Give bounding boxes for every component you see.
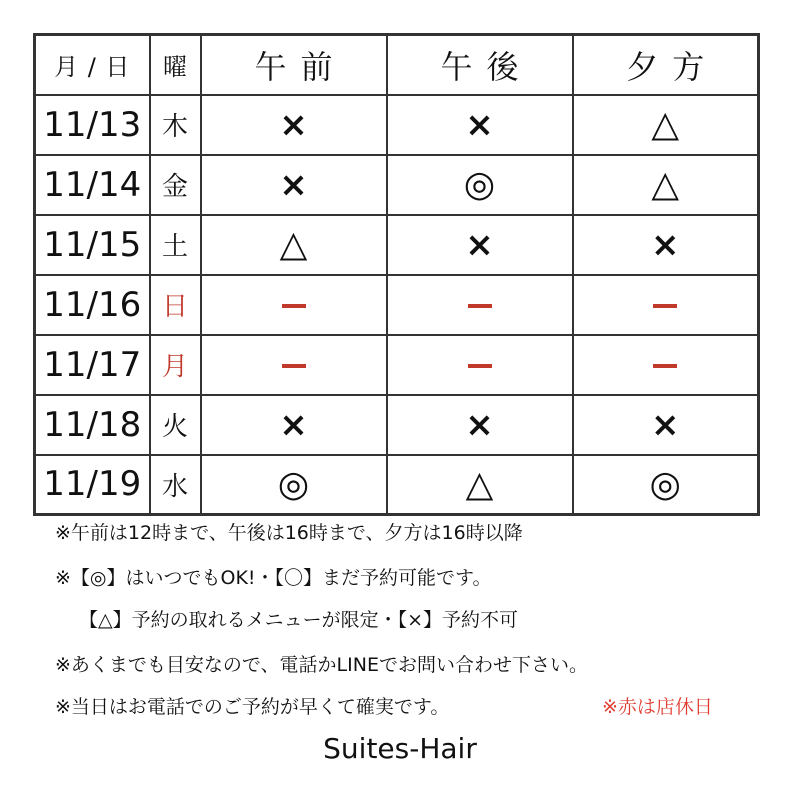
header-row (35, 35, 759, 95)
slot-evening (573, 215, 759, 275)
schedule-body (35, 95, 759, 515)
table-row (35, 335, 759, 395)
slot-morning (201, 275, 387, 335)
cross-icon: × (465, 224, 494, 265)
double-circle-icon: ◎ (649, 463, 681, 505)
dash-icon (653, 304, 677, 308)
row-weekday: 火 (150, 395, 201, 455)
table-row (35, 275, 759, 335)
slot-evening (573, 455, 759, 515)
dash-icon (468, 304, 492, 308)
row-weekday: 日 (150, 275, 201, 335)
slot-morning (201, 215, 387, 275)
slot-afternoon (387, 275, 573, 335)
slot-afternoon (387, 155, 573, 215)
slot-evening (573, 95, 759, 155)
slot-morning (201, 395, 387, 455)
row-weekday: 金 (150, 155, 201, 215)
double-circle-icon: ◎ (463, 164, 496, 205)
slot-afternoon (387, 95, 573, 155)
header-evening: 夕方 (573, 35, 759, 95)
slot-evening (573, 395, 759, 455)
row-weekday: 月 (150, 335, 201, 395)
dash-icon (282, 304, 306, 308)
triangle-icon: △ (651, 164, 680, 205)
dash-icon (468, 364, 492, 368)
table-row (35, 455, 759, 515)
row-date: 11/14 (35, 155, 150, 215)
slot-afternoon (387, 455, 573, 515)
row-weekday: 水 (150, 455, 201, 515)
table-row (35, 395, 759, 455)
table-row (35, 95, 759, 155)
table-row (35, 155, 759, 215)
slot-evening (573, 155, 759, 215)
dash-icon (282, 364, 306, 368)
dash-icon (653, 364, 677, 368)
slot-morning (201, 335, 387, 395)
row-date: 11/19 (35, 455, 150, 515)
row-date: 11/13 (35, 95, 150, 155)
cross-icon: × (651, 224, 680, 265)
row-weekday: 土 (150, 215, 201, 275)
header-weekday: 曜 (150, 35, 201, 95)
triangle-icon: △ (279, 224, 308, 265)
table-row (35, 215, 759, 275)
note-contact: ※あくまでも目安なので、電話かLINEでお問い合わせ下さい。 (55, 654, 588, 676)
header-morning: 午前 (201, 35, 387, 95)
header-date: 月 / 日 (35, 35, 150, 95)
slot-morning (201, 155, 387, 215)
header-afternoon: 午後 (387, 35, 573, 95)
note-closed-days: ※赤は店休日 (602, 696, 713, 718)
row-date: 11/18 (35, 395, 150, 455)
row-date: 11/17 (35, 335, 150, 395)
triangle-icon: △ (651, 104, 680, 145)
note-same-day: ※当日はお電話でのご予約が早くて確実です。 (55, 696, 450, 718)
brand-name: Suites-Hair (323, 732, 477, 765)
slot-afternoon (387, 395, 573, 455)
cross-icon: × (651, 404, 680, 445)
note-hours: ※午前は12時まで、午後は16時まで、夕方は16時以降 (55, 522, 523, 544)
reservation-schedule-table (33, 33, 760, 516)
cross-icon: × (465, 104, 494, 145)
triangle-icon: △ (465, 463, 494, 505)
note-legend-1: ※【◎】はいつでもOK!・【〇】まだ予約可能です。 (55, 567, 492, 589)
row-date: 11/16 (35, 275, 150, 335)
cross-icon: × (279, 404, 308, 445)
slot-morning (201, 455, 387, 515)
cross-icon: × (465, 404, 494, 445)
slot-afternoon (387, 335, 573, 395)
cross-icon: × (279, 164, 308, 205)
slot-afternoon (387, 215, 573, 275)
cross-icon: × (279, 104, 308, 145)
slot-morning (201, 95, 387, 155)
double-circle-icon: ◎ (277, 463, 310, 505)
row-weekday: 木 (150, 95, 201, 155)
note-legend-2: 【△】予約の取れるメニューが限定・【×】予約不可 (79, 609, 519, 631)
row-date: 11/15 (35, 215, 150, 275)
slot-evening (573, 275, 759, 335)
slot-evening (573, 335, 759, 395)
